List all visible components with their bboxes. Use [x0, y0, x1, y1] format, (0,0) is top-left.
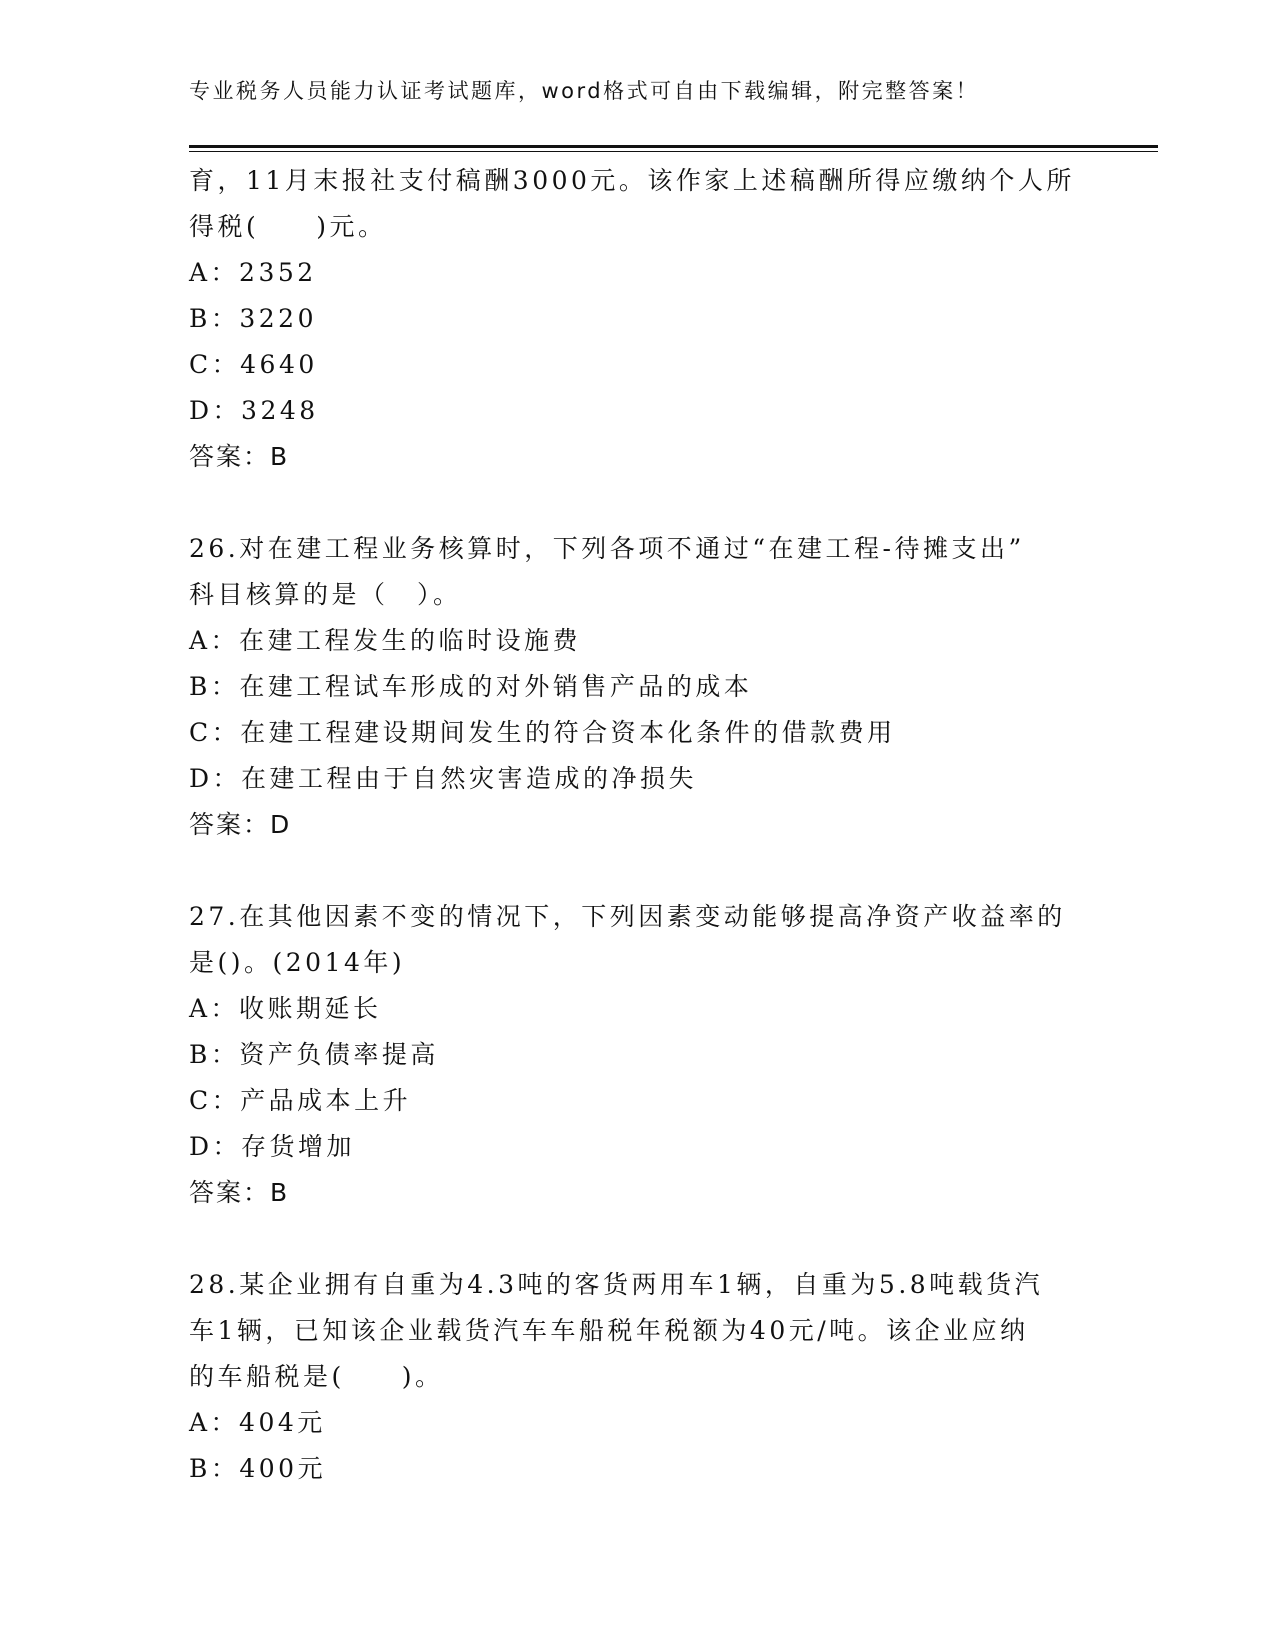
question-text-line: 的车船税是( )。	[189, 1362, 444, 1391]
option-a: A：404元	[189, 1408, 326, 1437]
page-header: 专业税务人员能力认证考试题库，word格式可自由下载编辑，附完整答案！	[189, 79, 980, 103]
spacer	[189, 1216, 1109, 1262]
option-a: A：在建工程发生的临时设施费	[189, 626, 582, 655]
option-a: A：收账期延长	[189, 994, 382, 1023]
question-text-line: 是()。(2014年)	[189, 948, 406, 977]
question-continuation	[189, 158, 1109, 480]
option-a: A：2352	[189, 258, 317, 287]
spacer	[189, 848, 1109, 894]
option-b: B：3220	[189, 304, 317, 333]
question-28	[189, 1262, 1109, 1492]
document-body	[189, 158, 1109, 1492]
question-text-line: 28.某企业拥有自重为4.3吨的客货两用车1辆，自重为5.8吨载货汽	[189, 1270, 1044, 1299]
option-d: D：在建工程由于自然灾害造成的净损失	[189, 764, 698, 793]
answer-line: 答案：B	[189, 1178, 290, 1207]
header-rule-thick	[189, 145, 1158, 148]
question-text-line: 科目核算的是（ ）。	[189, 580, 462, 609]
option-b: B：在建工程试车形成的对外销售产品的成本	[189, 672, 753, 701]
question-text-line: 26.对在建工程业务核算时，下列各项不通过“在建工程-待摊支出”	[189, 534, 1025, 563]
spacer	[189, 480, 1109, 526]
question-text-line: 得税( )元。	[189, 212, 387, 241]
option-d: D：3248	[189, 396, 319, 425]
option-b: B：资产负债率提高	[189, 1040, 439, 1069]
answer-line: 答案：B	[189, 442, 290, 471]
question-26	[189, 526, 1109, 848]
option-b: B：400元	[189, 1454, 327, 1483]
option-c: C：4640	[189, 350, 318, 379]
question-27	[189, 894, 1109, 1216]
option-c: C：产品成本上升	[189, 1086, 412, 1115]
option-c: C：在建工程建设期间发生的符合资本化条件的借款费用	[189, 718, 896, 747]
header-rule-thin	[189, 151, 1158, 152]
answer-line: 答案：D	[189, 810, 292, 839]
question-text-line: 育，11月末报社支付稿酬3000元。该作家上述稿酬所得应缴纳个人所	[189, 166, 1075, 195]
question-text-line: 车1辆，已知该企业载货汽车车船税年税额为40元/吨。该企业应纳	[189, 1316, 1029, 1345]
option-d: D：存货增加	[189, 1132, 356, 1161]
question-text-line: 27.在其他因素不变的情况下，下列因素变动能够提高净资产收益率的	[189, 902, 1066, 931]
